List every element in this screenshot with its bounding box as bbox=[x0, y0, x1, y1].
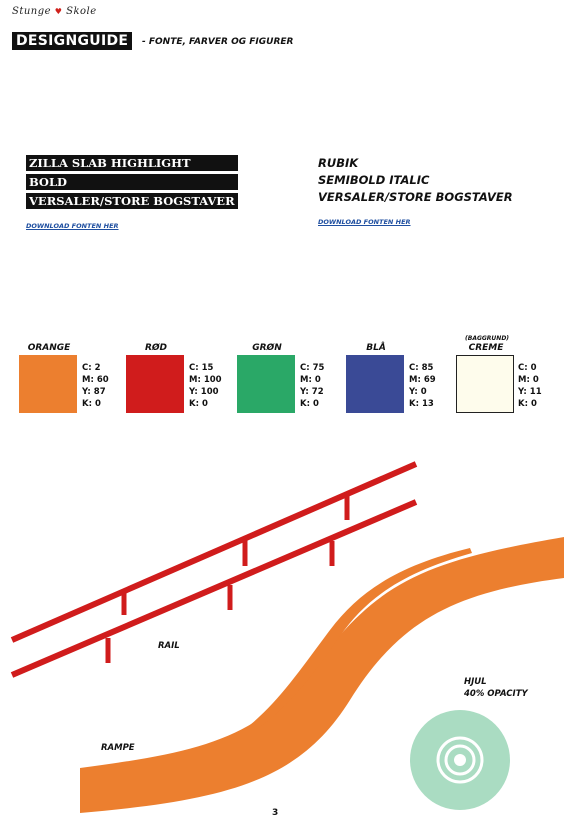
page-subtitle: - FONTE, FARVER OG FIGURER bbox=[142, 37, 294, 47]
secondary-font-name: RUBIK bbox=[318, 156, 359, 170]
page-title: DESIGNGUIDE bbox=[12, 32, 132, 50]
cmyk-orange: C: 2 M: 60 Y: 87 K: 0 bbox=[82, 363, 109, 409]
cmyk-green: C: 75 M: 0 Y: 72 K: 0 bbox=[300, 363, 325, 409]
ramp-label: RAMPE bbox=[101, 743, 135, 753]
secondary-font-case: VERSALER/STORE BOGSTAVER bbox=[318, 190, 513, 204]
secondary-font-download-link[interactable]: DOWNLOAD FONTEN HER bbox=[318, 218, 411, 226]
page-number: 3 bbox=[272, 808, 279, 818]
logo-text-right: Skole bbox=[66, 6, 97, 17]
heart-icon: ♥ bbox=[54, 7, 63, 16]
wheel-hub bbox=[454, 754, 466, 766]
logo-text-left: Stunge bbox=[12, 6, 52, 17]
primary-font-weight: BOLD bbox=[26, 174, 238, 190]
wheel-label: HJUL 40% OPACITY bbox=[464, 677, 528, 699]
wheel-figure bbox=[410, 710, 510, 810]
swatch-label-red: RØD bbox=[144, 343, 168, 353]
primary-font-download-link[interactable]: DOWNLOAD FONTEN HER bbox=[26, 222, 119, 230]
secondary-font-weight: SEMIBOLD ITALIC bbox=[318, 173, 430, 187]
primary-font-name: ZILLA SLAB HIGHLIGHT bbox=[26, 155, 238, 171]
swatch-note-cream: (BAGGRUND) bbox=[465, 335, 510, 342]
swatch-label-orange: ORANGE bbox=[27, 343, 71, 353]
rail-label: RAIL bbox=[158, 641, 180, 651]
swatch-label-green: GRØN bbox=[252, 343, 282, 353]
cmyk-blue: C: 85 M: 69 Y: 0 K: 13 bbox=[409, 363, 436, 409]
swatch-label-cream: CREME bbox=[468, 343, 504, 353]
cmyk-red: C: 15 M: 100 Y: 100 K: 0 bbox=[189, 363, 222, 409]
primary-font-case: VERSALER/STORE BOGSTAVER bbox=[26, 193, 238, 209]
swatch-label-blue: BLÅ bbox=[366, 343, 386, 353]
cmyk-cream: C: 0 M: 0 Y: 11 K: 0 bbox=[518, 363, 542, 409]
